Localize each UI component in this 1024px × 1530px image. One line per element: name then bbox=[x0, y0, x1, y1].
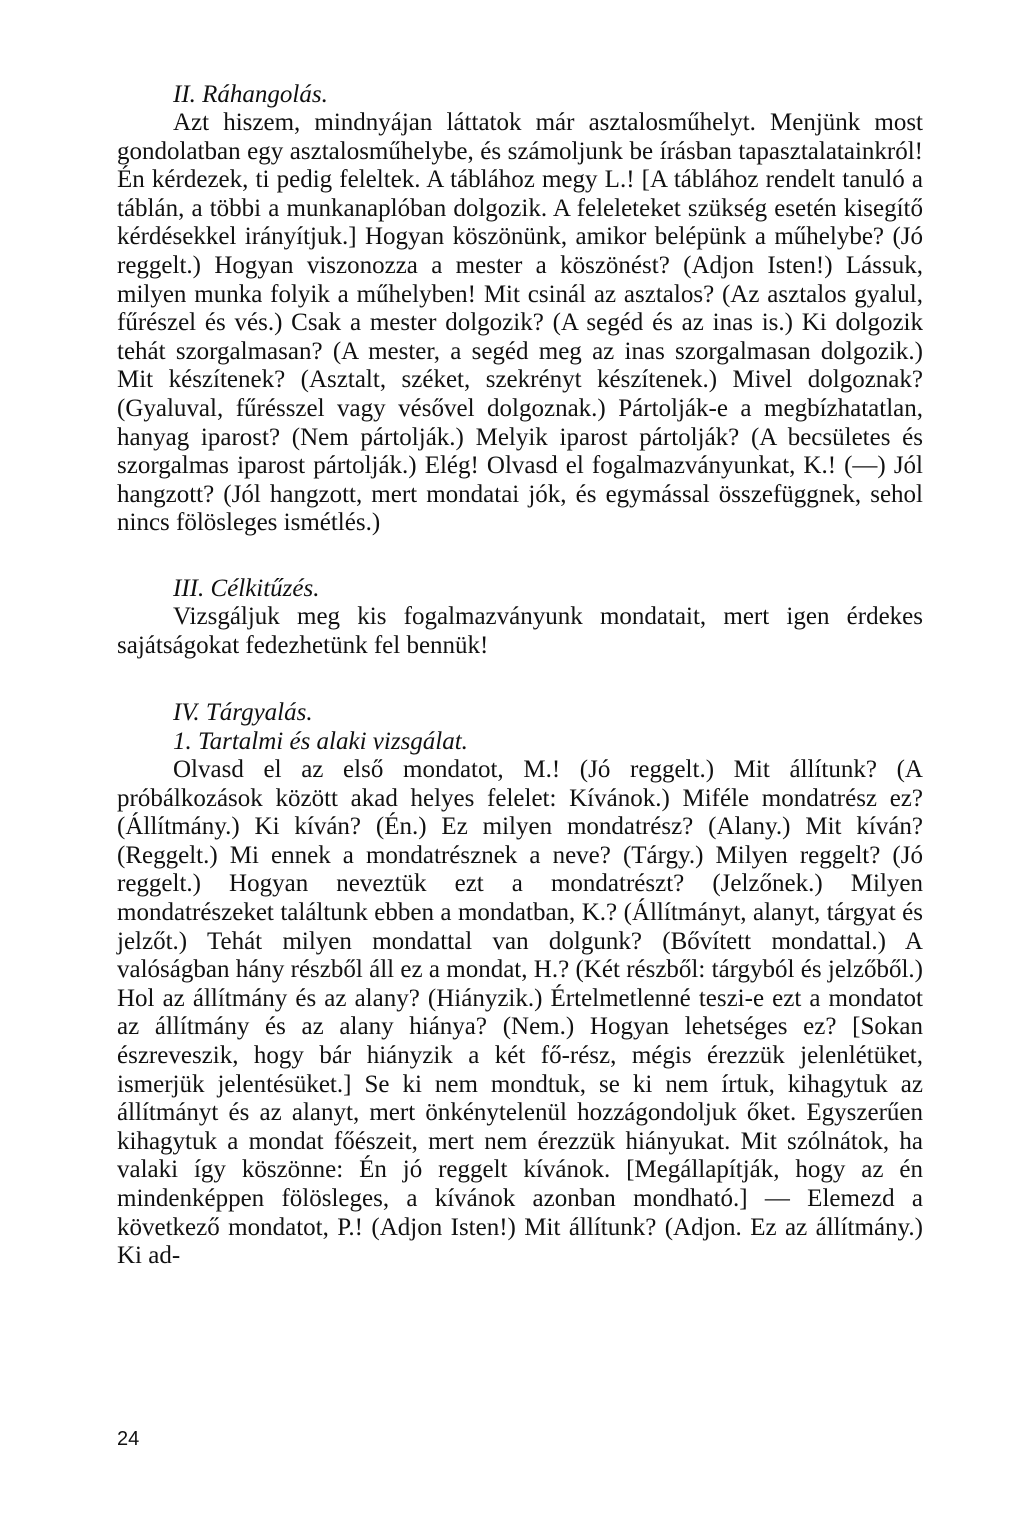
page-number: 24 bbox=[117, 1428, 140, 1450]
paragraph-celkituzes: Vizsgáljuk meg kis fogalmazványunk mondatait, mert igen érdekes sajátságokat fedezhetünk fel bennük! bbox=[117, 602, 923, 659]
subsection-heading-vizsgalat: 1. Tartalmi és alaki vizsgálat. bbox=[173, 728, 468, 756]
section-heading-celkituzes: III. Célkitűzés. bbox=[173, 574, 320, 602]
section-heading-rahangolas: II. Ráhangolás. bbox=[173, 81, 328, 108]
book-page bbox=[117, 80, 923, 1271]
paragraph-rahangolas: Azt hiszem, mindnyájan láttatok már asztalosműhelyt. Menjünk most gondolatban egy asztalosműhelybe, és számoljunk be írásban tapasztalatainkról! Én kérdezek, ti pedig feleltek. A táblához megy L.! [A táblához rendelt tanuló a táblán, a többi a munkanaplóban dolgozik. A feleleteket szükség esetén kisegítő kérdésekkel irányítjuk.] Hogyan köszönünk, amikor belépünk a műhelybe? (Jó reggelt.) Hogyan viszonozza a mester a köszönést? (Adjon Isten!) Lássuk, milyen munka folyik a műhelyben! Mit csinál az asztalos? (Az asztalos gyalul, fűrészel és vés.) Csak a mester dolgozik? (A segéd és az inas is.) Ki dolgozik tehát szorgalmasan? (A mester, a segéd meg az inas szorgalmasan dolgozik.) Mit készítenek? (Asztalt, széket, szekrényt készítenek.) Mivel dolgoznak? (Gyaluval, fűrésszel vagy vésővel dolgoznak.) Pártolják-e a megbízhatatlan, hanyag iparost? (Nem pártolják.) Melyik iparost pártolják? (A becsületes és szorgalmas iparost pártolják.) Elég! Olvasd el fogalmazványunkat, K.! (—) Jól hangzott? (Jól hangzott, mert mondatai jók, és egymással összefüggnek, sehol nincs fölösleges ismétlés.) bbox=[117, 109, 923, 537]
paragraph-targyalas: Olvasd el az első mondatot, M.! (Jó reggelt.) Mit állítunk? (A próbálkozások között akad helyes felelet: Kívánok.) Miféle mondatrész ez? (Állítmány.) Ki kíván? (Én.) Ez milyen mondatrész? (Alany.) Mit kíván? (Reggelt.) Mi ennek a mondatrésznek a neve? (Tárgy.) Milyen reggelt? (Jó reggelt.) Hogyan neveztük ezt a mondatrészt? (Jelzőnek.) Milyen mondatrészeket találtunk ebben a mondatban, K.? (Állítmányt, alanyt, tárgyat és jelzőt.) Tehát milyen mondattal van dolgunk? (Bővített mondattal.) A valóságban hány részből áll ez a mondat, H.? (Két részből: tárgyból és jelzőből.) Hol az állítmány és az alany? (Hiányzik.) Értelmetlenné teszi-e ezt a mondatot az állítmány és az alany hiánya? (Nem.) Hogyan lehetséges ez? [Sokan észreveszik, hogy bár hiányzik a két fő-rész, mégis érezzük jelenlétüket, ismerjük jelentésüket.] Se ki nem mondtuk, se ki nem írtuk, kihagytuk az állítmányt és az alanyt, mert önkénytelenül hozzágondoljuk őket. Egyszerűen kihagytuk a mondat főészeit, mert nem érezzük hiányukat. Mit szólnátok, ha valaki így köszönne: Én jó reggelt kívánok. [Megállapítják, hogy az én mindenképpen fölösleges, a kívánok azonban mondható.] — Elemezd a következő mondatot, P.! (Adjon Isten!) Mit állítunk? (Adjon. Ez az állítmány.) Ki ad- bbox=[117, 756, 923, 1270]
section-heading-targyalas: IV. Tárgyalás. bbox=[173, 699, 313, 727]
